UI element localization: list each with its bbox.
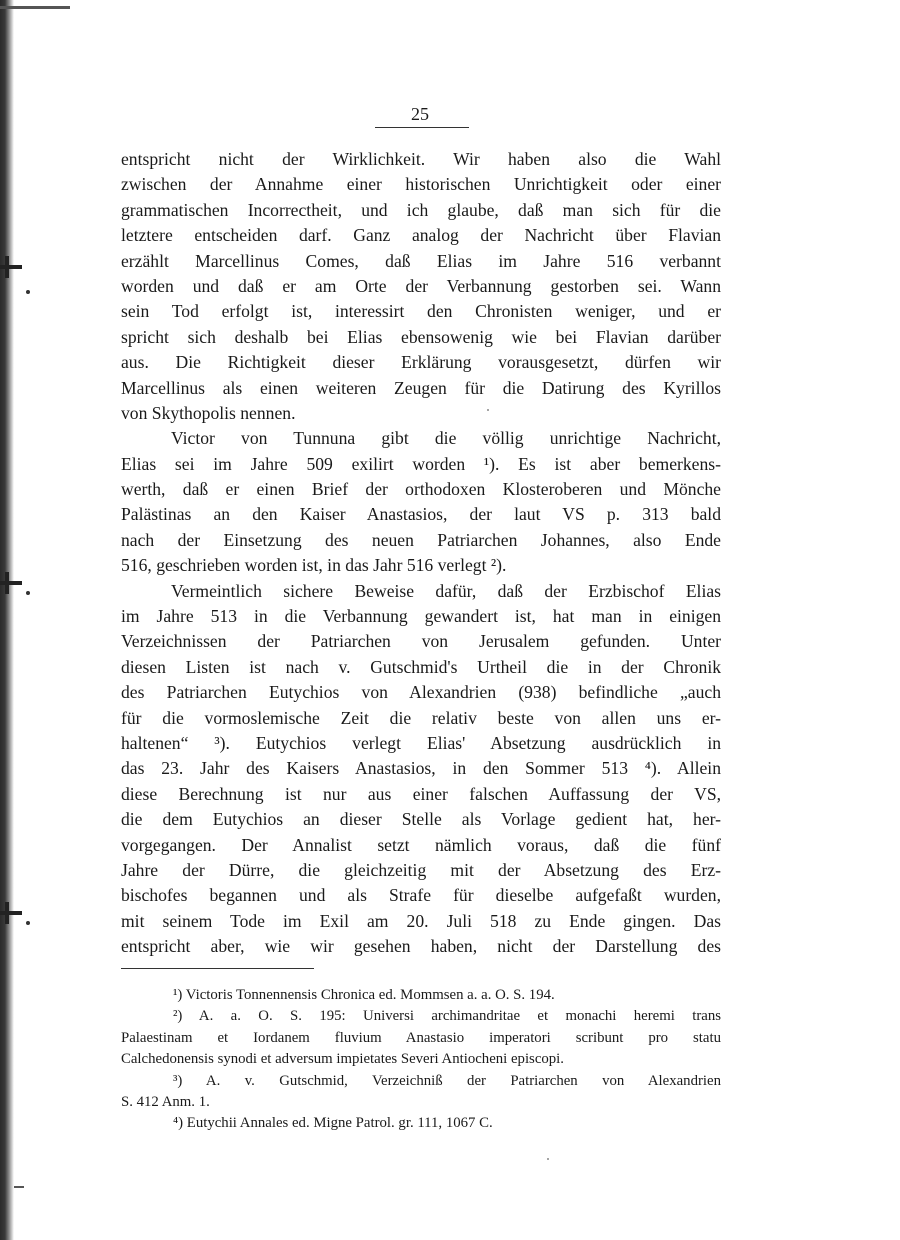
text-line: für die vormoslemische Zeit die relativ beste von allen uns er- — [121, 707, 721, 728]
text-line: Verzeichnissen der Patriarchen von Jerusalem gefunden. Unter — [121, 631, 721, 652]
text-line: Marcellinus als einen weiteren Zeugen für die Datirung des Kyrillos — [121, 377, 721, 398]
text-line: spricht sich deshalb bei Elias ebensowenig wie bei Flavian darüber — [121, 326, 721, 347]
text-line: grammatischen Incorrectheit, und ich glaube, daß man sich für die — [121, 199, 721, 220]
binding-mark — [0, 902, 22, 924]
footnote-line: ²) A. a. O. S. 195: Universi archimandritae et monachi heremi trans — [173, 1008, 721, 1025]
text-line: die dem Eutychios an dieser Stelle als Vorlage gedient hat, her- — [121, 809, 721, 830]
text-line: im Jahre 513 in die Verbannung gewandert ist, hat man in einigen — [121, 606, 721, 627]
text-line: diesen Listen ist nach v. Gutschmid's Urtheil die in der Chronik — [121, 656, 721, 677]
text-line: nach der Einsetzung des neuen Patriarchen Johannes, also Ende — [121, 529, 721, 550]
text-line: erzählt Marcellinus Comes, daß Elias im Jahre 516 verbannt — [121, 250, 721, 271]
footnote-line: S. 412 Anm. 1. — [121, 1093, 210, 1110]
text-line: sein Tod erfolgt ist, interessirt den Chronisten weniger, und er — [121, 301, 721, 322]
text-line: Victor von Tunnuna gibt die völlig unrichtige Nachricht, — [171, 428, 721, 449]
scan-speck — [26, 591, 30, 595]
text-line: vorgegangen. Der Annalist setzt nämlich voraus, daß die fünf — [121, 834, 721, 855]
text-line: werth, daß er einen Brief der orthodoxen Klosteroberen und Mönche — [121, 479, 721, 500]
text-line: letztere entscheiden darf. Ganz analog der Nachricht über Flavian — [121, 225, 721, 246]
page-number: 25 — [411, 104, 429, 124]
text-line: Palästinas an den Kaiser Anastasios, der laut VS p. 313 bald — [121, 504, 721, 525]
text-line: entspricht aber, wie wir gesehen haben, nicht der Darstellung des — [121, 936, 721, 957]
text-line: entspricht nicht der Wirklichkeit. Wir haben also die Wahl — [121, 149, 721, 169]
text-line: diese Berechnung ist nur aus einer falschen Auffassung der VS, — [121, 783, 721, 804]
footnote-line: Palaestinam et Iordanem fluvium Anastasio imperatori scribunt pro statu — [121, 1029, 721, 1046]
binding-mark — [0, 572, 22, 594]
page-number-rule — [375, 127, 469, 128]
footnote-line: Calchedonensis synodi et adversum impietates Severi Antiocheni episcopi. — [121, 1051, 564, 1068]
text-line: Elias sei im Jahre 509 exilirt worden ¹). Es ist aber bemerkens- — [121, 453, 721, 474]
text-line: aus. Die Richtigkeit dieser Erklärung vorausgesetzt, dürfen wir — [121, 352, 721, 373]
text-line: des Patriarchen Eutychios von Alexandrien (938) befindliche „auch — [121, 682, 721, 703]
scan-speck — [547, 1158, 549, 1160]
text-line: von Skythopolis nennen. — [121, 402, 296, 423]
footnotes — [121, 985, 721, 1135]
text-line: Vermeintlich sichere Beweise dafür, daß der Erzbischof Elias — [171, 580, 721, 601]
footnote-rule — [121, 968, 314, 969]
scan-mark — [14, 1186, 24, 1188]
text-line: 516, geschrieben worden ist, in das Jahr 516 verlegt ²). — [121, 555, 507, 576]
footnote-line: ³) A. v. Gutschmid, Verzeichniß der Patriarchen von Alexandrien — [173, 1072, 721, 1089]
scan-speck — [26, 921, 30, 925]
footnote-line: ⁴) Eutychii Annales ed. Migne Patrol. gr. 111, 1067 C. — [173, 1115, 493, 1132]
edge-mark-top — [0, 6, 70, 9]
text-line: mit seinem Tode im Exil am 20. Juli 518 zu Ende gingen. Das — [121, 910, 721, 931]
text-line: haltenen“ ³). Eutychios verlegt Elias' Absetzung ausdrücklich in — [121, 732, 721, 753]
text-line: worden und daß er am Orte der Verbannung gestorben sei. Wann — [121, 275, 721, 296]
text-line: das 23. Jahr des Kaisers Anastasios, in den Sommer 513 ⁴). Allein — [121, 758, 721, 779]
scan-speck — [26, 290, 30, 294]
binding-mark — [0, 256, 22, 278]
binding-edge — [0, 0, 14, 1240]
footnote-line: ¹) Victoris Tonnennensis Chronica ed. Mommsen a. a. O. S. 194. — [173, 987, 555, 1003]
text-line: zwischen der Annahme einer historischen Unrichtigkeit oder einer — [121, 174, 721, 195]
body-text — [121, 147, 721, 960]
text-line: Jahre der Dürre, die gleichzeitig mit der Absetzung des Erz- — [121, 859, 721, 880]
text-line: bischofes begannen und als Strafe für dieselbe aufgefaßt wurden, — [121, 885, 721, 906]
